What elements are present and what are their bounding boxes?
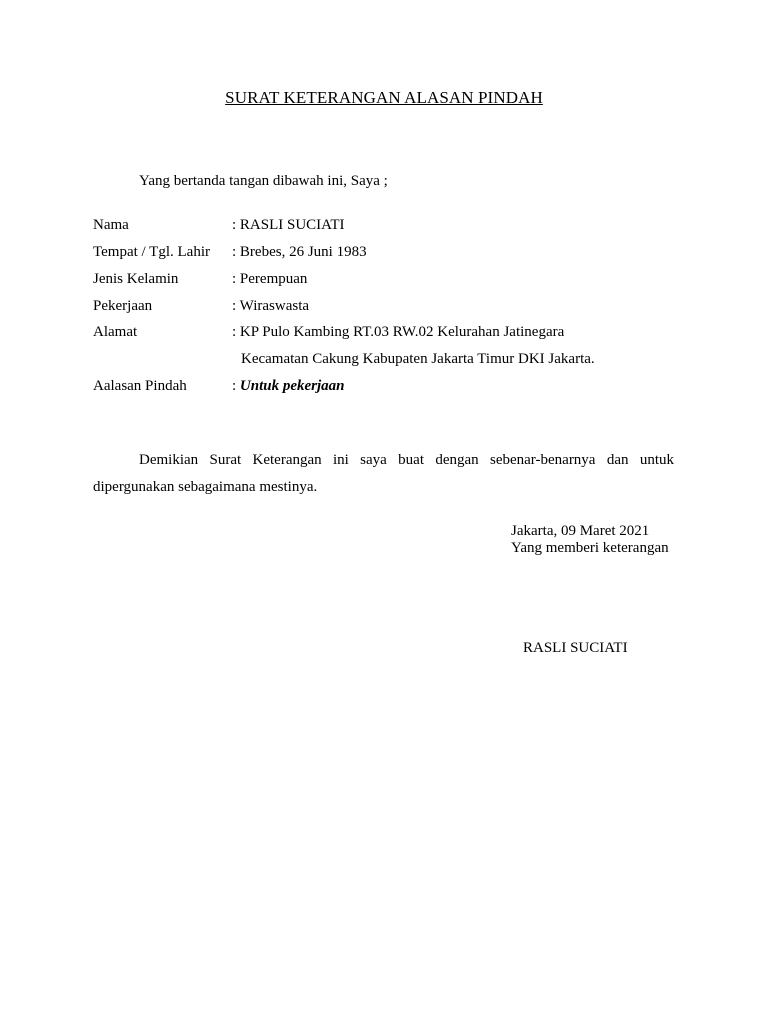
signature-place-date: Jakarta, 09 Maret 2021 <box>511 523 650 539</box>
field-value-prefix: : <box>232 378 240 394</box>
field-label-nama: Nama <box>93 217 129 233</box>
field-value-pekerjaan: : Wiraswasta <box>232 298 310 314</box>
field-label-alamat: Alamat <box>93 324 138 340</box>
reason-text: Untuk pekerjaan <box>239 378 345 394</box>
intro-text: Yang bertanda tangan dibawah ini, Saya ; <box>139 173 388 189</box>
signature-name: RASLI SUCIATI <box>523 640 628 656</box>
field-value-jenis-kelamin: : Perempuan <box>232 271 308 287</box>
field-value-alasan-pindah <box>232 378 345 395</box>
field-label-jenis-kelamin: Jenis Kelamin <box>93 271 179 287</box>
field-value-tempat-tgl-lahir: : Brebes, 26 Juni 1983 <box>232 244 367 260</box>
field-value-alamat-continuation: Kecamatan Cakung Kabupaten Jakarta Timur DKI Jakarta. <box>241 351 595 367</box>
field-label-pekerjaan: Pekerjaan <box>93 298 153 314</box>
field-label-tempat-tgl-lahir: Tempat / Tgl. Lahir <box>93 244 210 260</box>
signature-role: Yang memberi keterangan <box>511 540 669 556</box>
document-title: SURAT KETERANGAN ALASAN PINDAH <box>225 88 543 107</box>
closing-paragraph: Demikian Surat Keterangan ini saya buat dengan sebenar-benarnya dan untuk dipergunakan sebagaimana mestinya. <box>93 452 674 495</box>
field-value-alamat: : KP Pulo Kambing RT.03 RW.02 Kelurahan Jatinegara <box>232 324 565 340</box>
field-label-alasan-pindah: Aalasan Pindah <box>93 378 187 394</box>
field-value-nama: : RASLI SUCIATI <box>232 217 345 233</box>
